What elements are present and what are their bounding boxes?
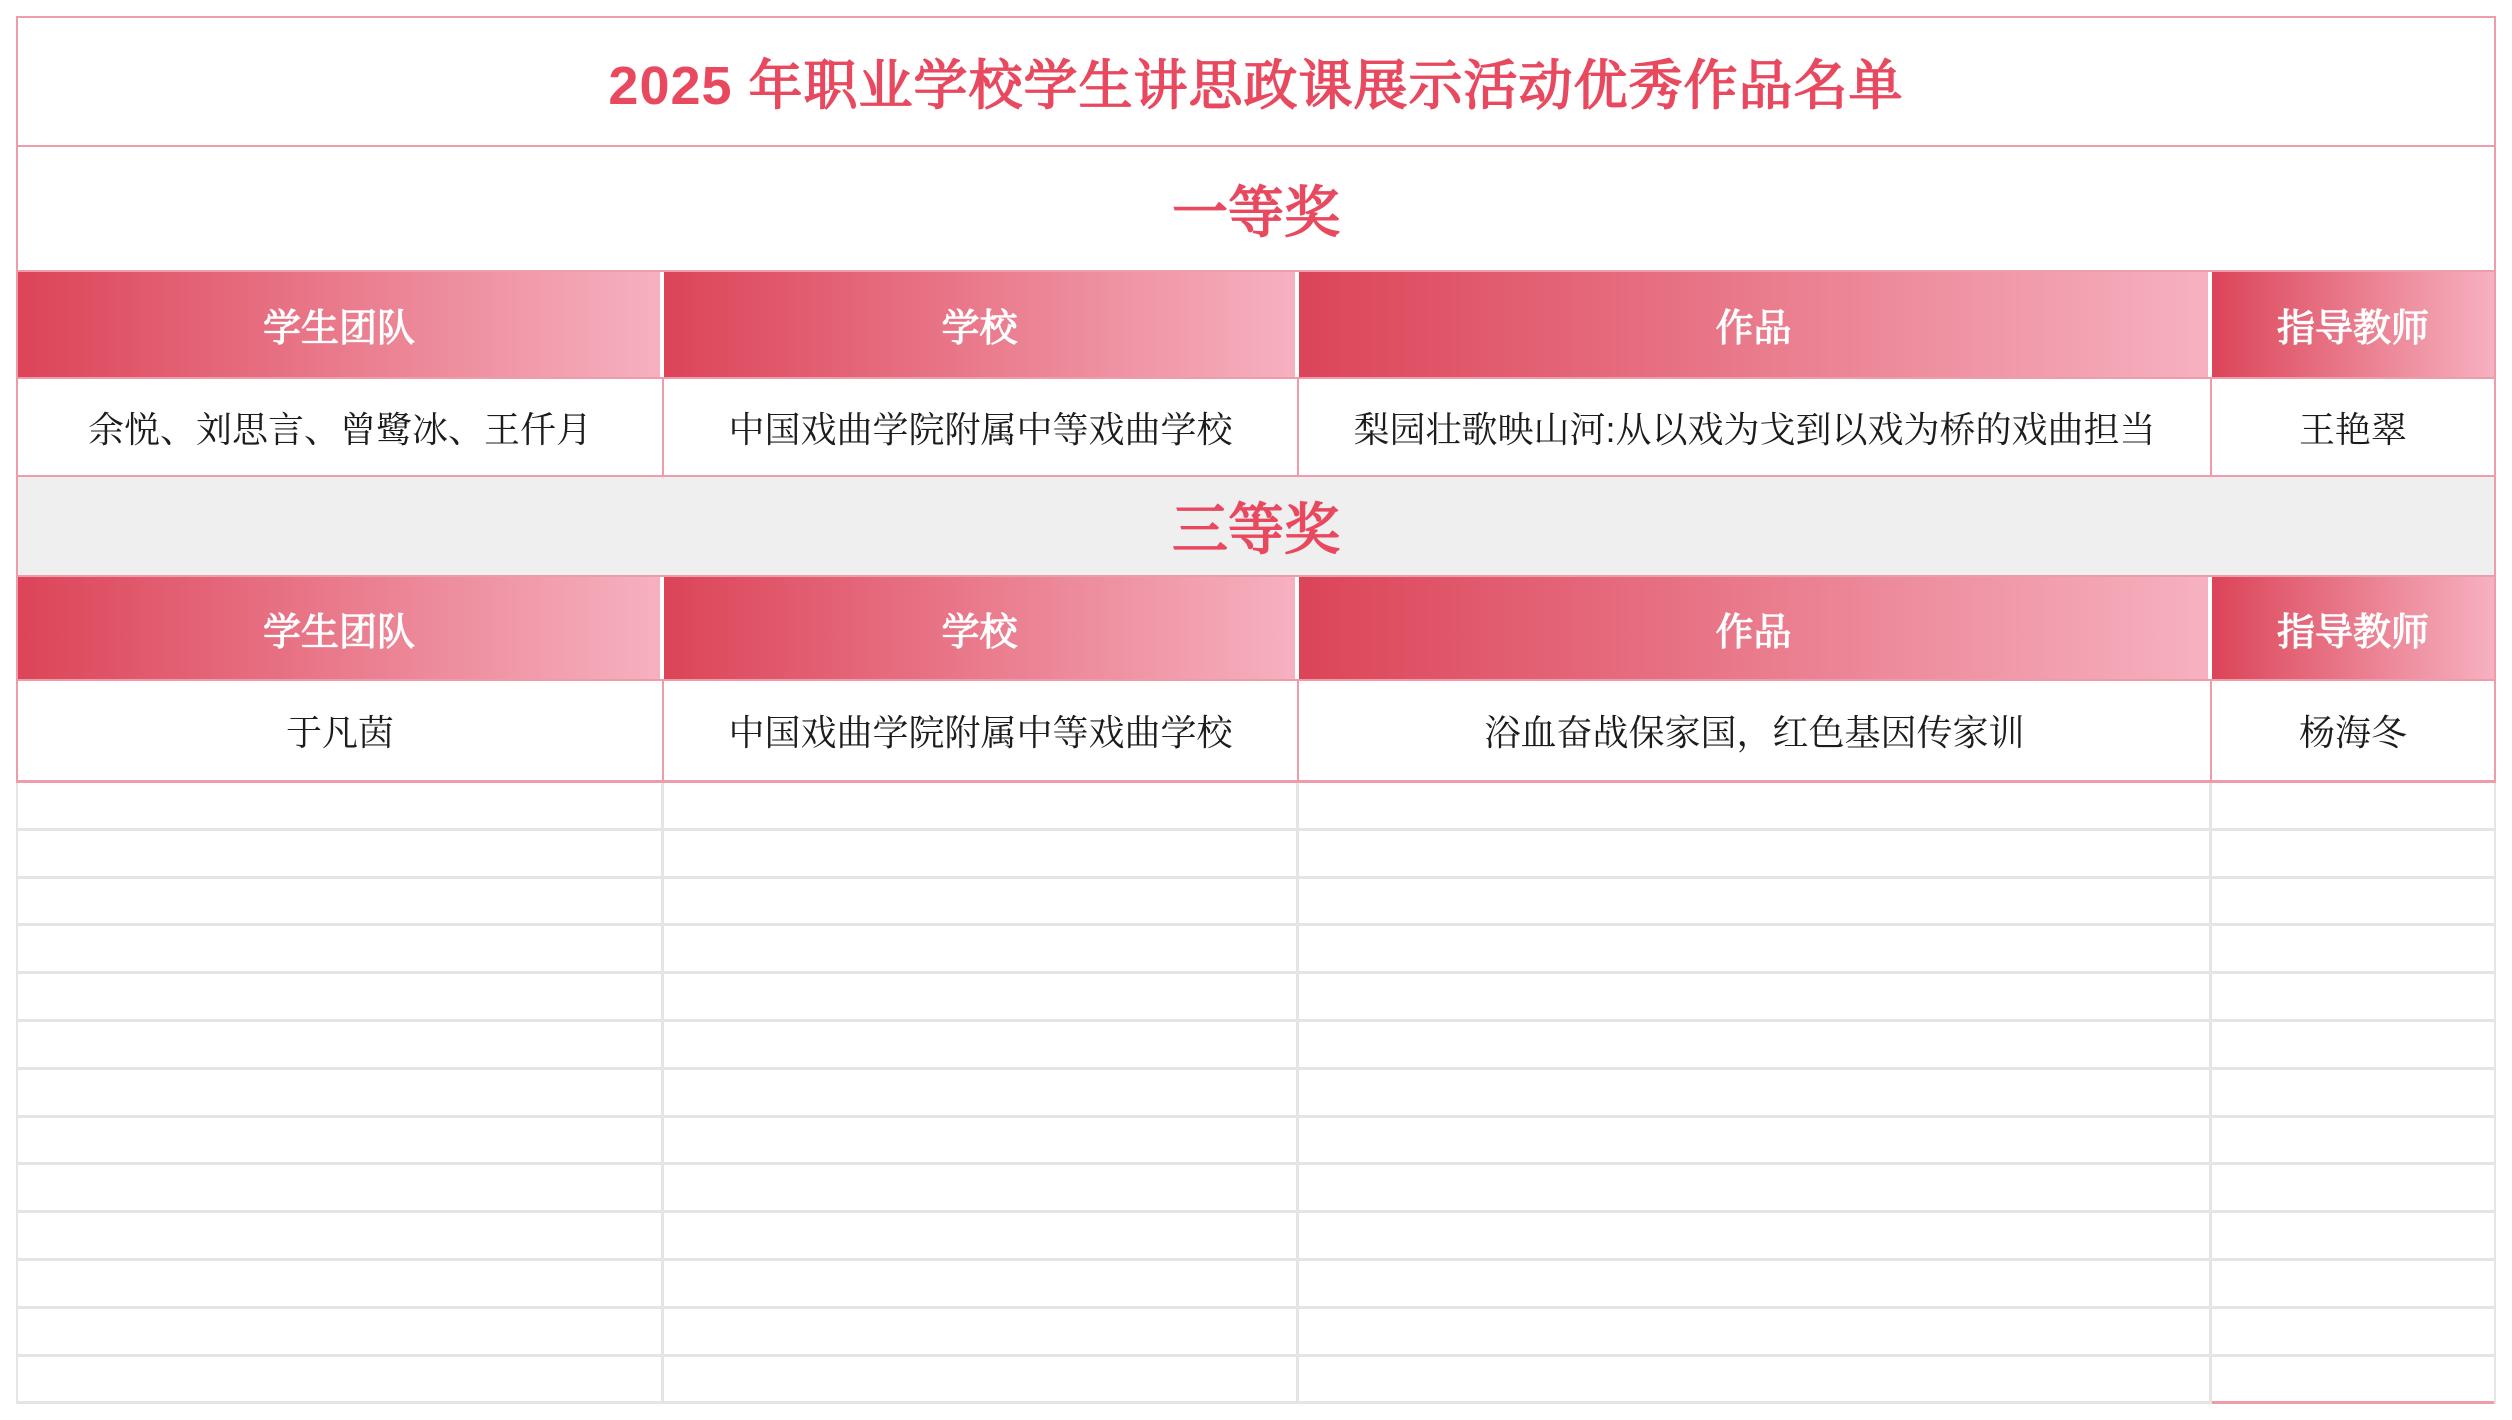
empty-cell bbox=[1299, 783, 2212, 831]
empty-cell bbox=[664, 926, 1299, 974]
empty-cell bbox=[18, 1118, 664, 1166]
empty-cell bbox=[2212, 1309, 2494, 1357]
column-header-school: 学校 bbox=[664, 577, 1295, 679]
empty-cell bbox=[2212, 1261, 2494, 1309]
empty-cell bbox=[18, 974, 664, 1022]
empty-cell bbox=[18, 1213, 664, 1261]
empty-row bbox=[18, 783, 2494, 831]
empty-cell bbox=[18, 1022, 664, 1070]
column-header-row-2 bbox=[18, 577, 2494, 681]
column-header-row-1 bbox=[18, 272, 2494, 379]
empty-cell bbox=[18, 1357, 664, 1405]
empty-cell bbox=[1299, 831, 2212, 879]
empty-cell bbox=[664, 974, 1299, 1022]
empty-cell bbox=[2212, 783, 2494, 831]
empty-cell bbox=[664, 783, 1299, 831]
empty-cell bbox=[664, 1165, 1299, 1213]
column-header-teacher: 指导教师 bbox=[2212, 577, 2494, 679]
awards-table bbox=[16, 16, 2496, 1404]
empty-cell bbox=[1299, 1309, 2212, 1357]
empty-row bbox=[18, 1213, 2494, 1261]
empty-cell bbox=[664, 1261, 1299, 1309]
empty-cell bbox=[1299, 974, 2212, 1022]
empty-cell bbox=[664, 1309, 1299, 1357]
empty-cell bbox=[18, 926, 664, 974]
empty-row bbox=[18, 1118, 2494, 1166]
cell-school: 中国戏曲学院附属中等戏曲学校 bbox=[664, 379, 1299, 475]
empty-cell bbox=[2212, 974, 2494, 1022]
empty-row bbox=[18, 1261, 2494, 1309]
empty-cell bbox=[18, 1309, 664, 1357]
empty-cell bbox=[2212, 1070, 2494, 1118]
table-title-row bbox=[18, 18, 2494, 147]
empty-row bbox=[18, 879, 2494, 927]
empty-cell bbox=[664, 1118, 1299, 1166]
empty-cell bbox=[1299, 1070, 2212, 1118]
section-header-first-prize bbox=[18, 147, 2494, 272]
empty-cell bbox=[664, 1070, 1299, 1118]
empty-cell bbox=[1299, 926, 2212, 974]
empty-cell bbox=[2212, 1165, 2494, 1213]
cell-team: 于凡茵 bbox=[18, 681, 664, 780]
column-header-team: 学生团队 bbox=[18, 272, 660, 377]
empty-row bbox=[18, 1022, 2494, 1070]
empty-cell bbox=[1299, 1165, 2212, 1213]
empty-row bbox=[18, 1070, 2494, 1118]
column-header-work: 作品 bbox=[1299, 577, 2208, 679]
empty-cell bbox=[18, 1165, 664, 1213]
empty-row bbox=[18, 1309, 2494, 1357]
empty-cell bbox=[664, 1357, 1299, 1405]
table-row bbox=[18, 379, 2494, 477]
cell-team: 余悦、刘思言、曾鹭冰、王仟月 bbox=[18, 379, 664, 475]
section-label: 一等奖 bbox=[1172, 180, 1340, 244]
empty-cell bbox=[2212, 1213, 2494, 1261]
empty-cell bbox=[2212, 1357, 2494, 1405]
section-header-third-prize bbox=[18, 477, 2494, 577]
empty-cell bbox=[18, 831, 664, 879]
empty-cell bbox=[2212, 1022, 2494, 1070]
empty-cell bbox=[1299, 1022, 2212, 1070]
empty-cell bbox=[2212, 926, 2494, 974]
empty-cell bbox=[664, 1022, 1299, 1070]
column-header-school: 学校 bbox=[664, 272, 1295, 377]
empty-cell bbox=[1299, 879, 2212, 927]
section-label: 三等奖 bbox=[1172, 498, 1340, 561]
page-title: 2025 年职业学校学生讲思政课展示活动优秀作品名单 bbox=[608, 56, 1904, 116]
cell-school: 中国戏曲学院附属中等戏曲学校 bbox=[664, 681, 1299, 780]
empty-row bbox=[18, 831, 2494, 879]
empty-cell bbox=[18, 1261, 664, 1309]
empty-cell bbox=[18, 783, 664, 831]
table-row bbox=[18, 681, 2494, 783]
empty-cell bbox=[2212, 879, 2494, 927]
empty-cell bbox=[1299, 1357, 2212, 1405]
empty-row bbox=[18, 974, 2494, 1022]
column-header-team: 学生团队 bbox=[18, 577, 660, 679]
empty-cell bbox=[18, 879, 664, 927]
empty-row bbox=[18, 1357, 2494, 1405]
awards-table-colored-section bbox=[16, 16, 2496, 783]
empty-cell bbox=[1299, 1261, 2212, 1309]
cell-teacher: 杨海冬 bbox=[2298, 712, 2407, 753]
empty-cell bbox=[664, 831, 1299, 879]
empty-row bbox=[18, 1165, 2494, 1213]
column-header-work: 作品 bbox=[1299, 272, 2208, 377]
empty-row bbox=[18, 926, 2494, 974]
empty-rows bbox=[16, 783, 2496, 1404]
column-header-teacher: 指导教师 bbox=[2212, 272, 2494, 377]
empty-cell bbox=[1299, 1213, 2212, 1261]
empty-cell bbox=[2212, 1118, 2494, 1166]
empty-cell bbox=[664, 1213, 1299, 1261]
cell-work: 浴血奋战保家国，红色基因传家训 bbox=[1299, 681, 2212, 780]
empty-cell bbox=[664, 879, 1299, 927]
empty-cell bbox=[1299, 1118, 2212, 1166]
empty-cell bbox=[2212, 831, 2494, 879]
cell-teacher: 王艳翠 bbox=[2298, 408, 2407, 450]
empty-cell bbox=[18, 1070, 664, 1118]
cell-work: 梨园壮歌映山河:从以戏为戈到以戏为桥的戏曲担当 bbox=[1299, 379, 2212, 475]
